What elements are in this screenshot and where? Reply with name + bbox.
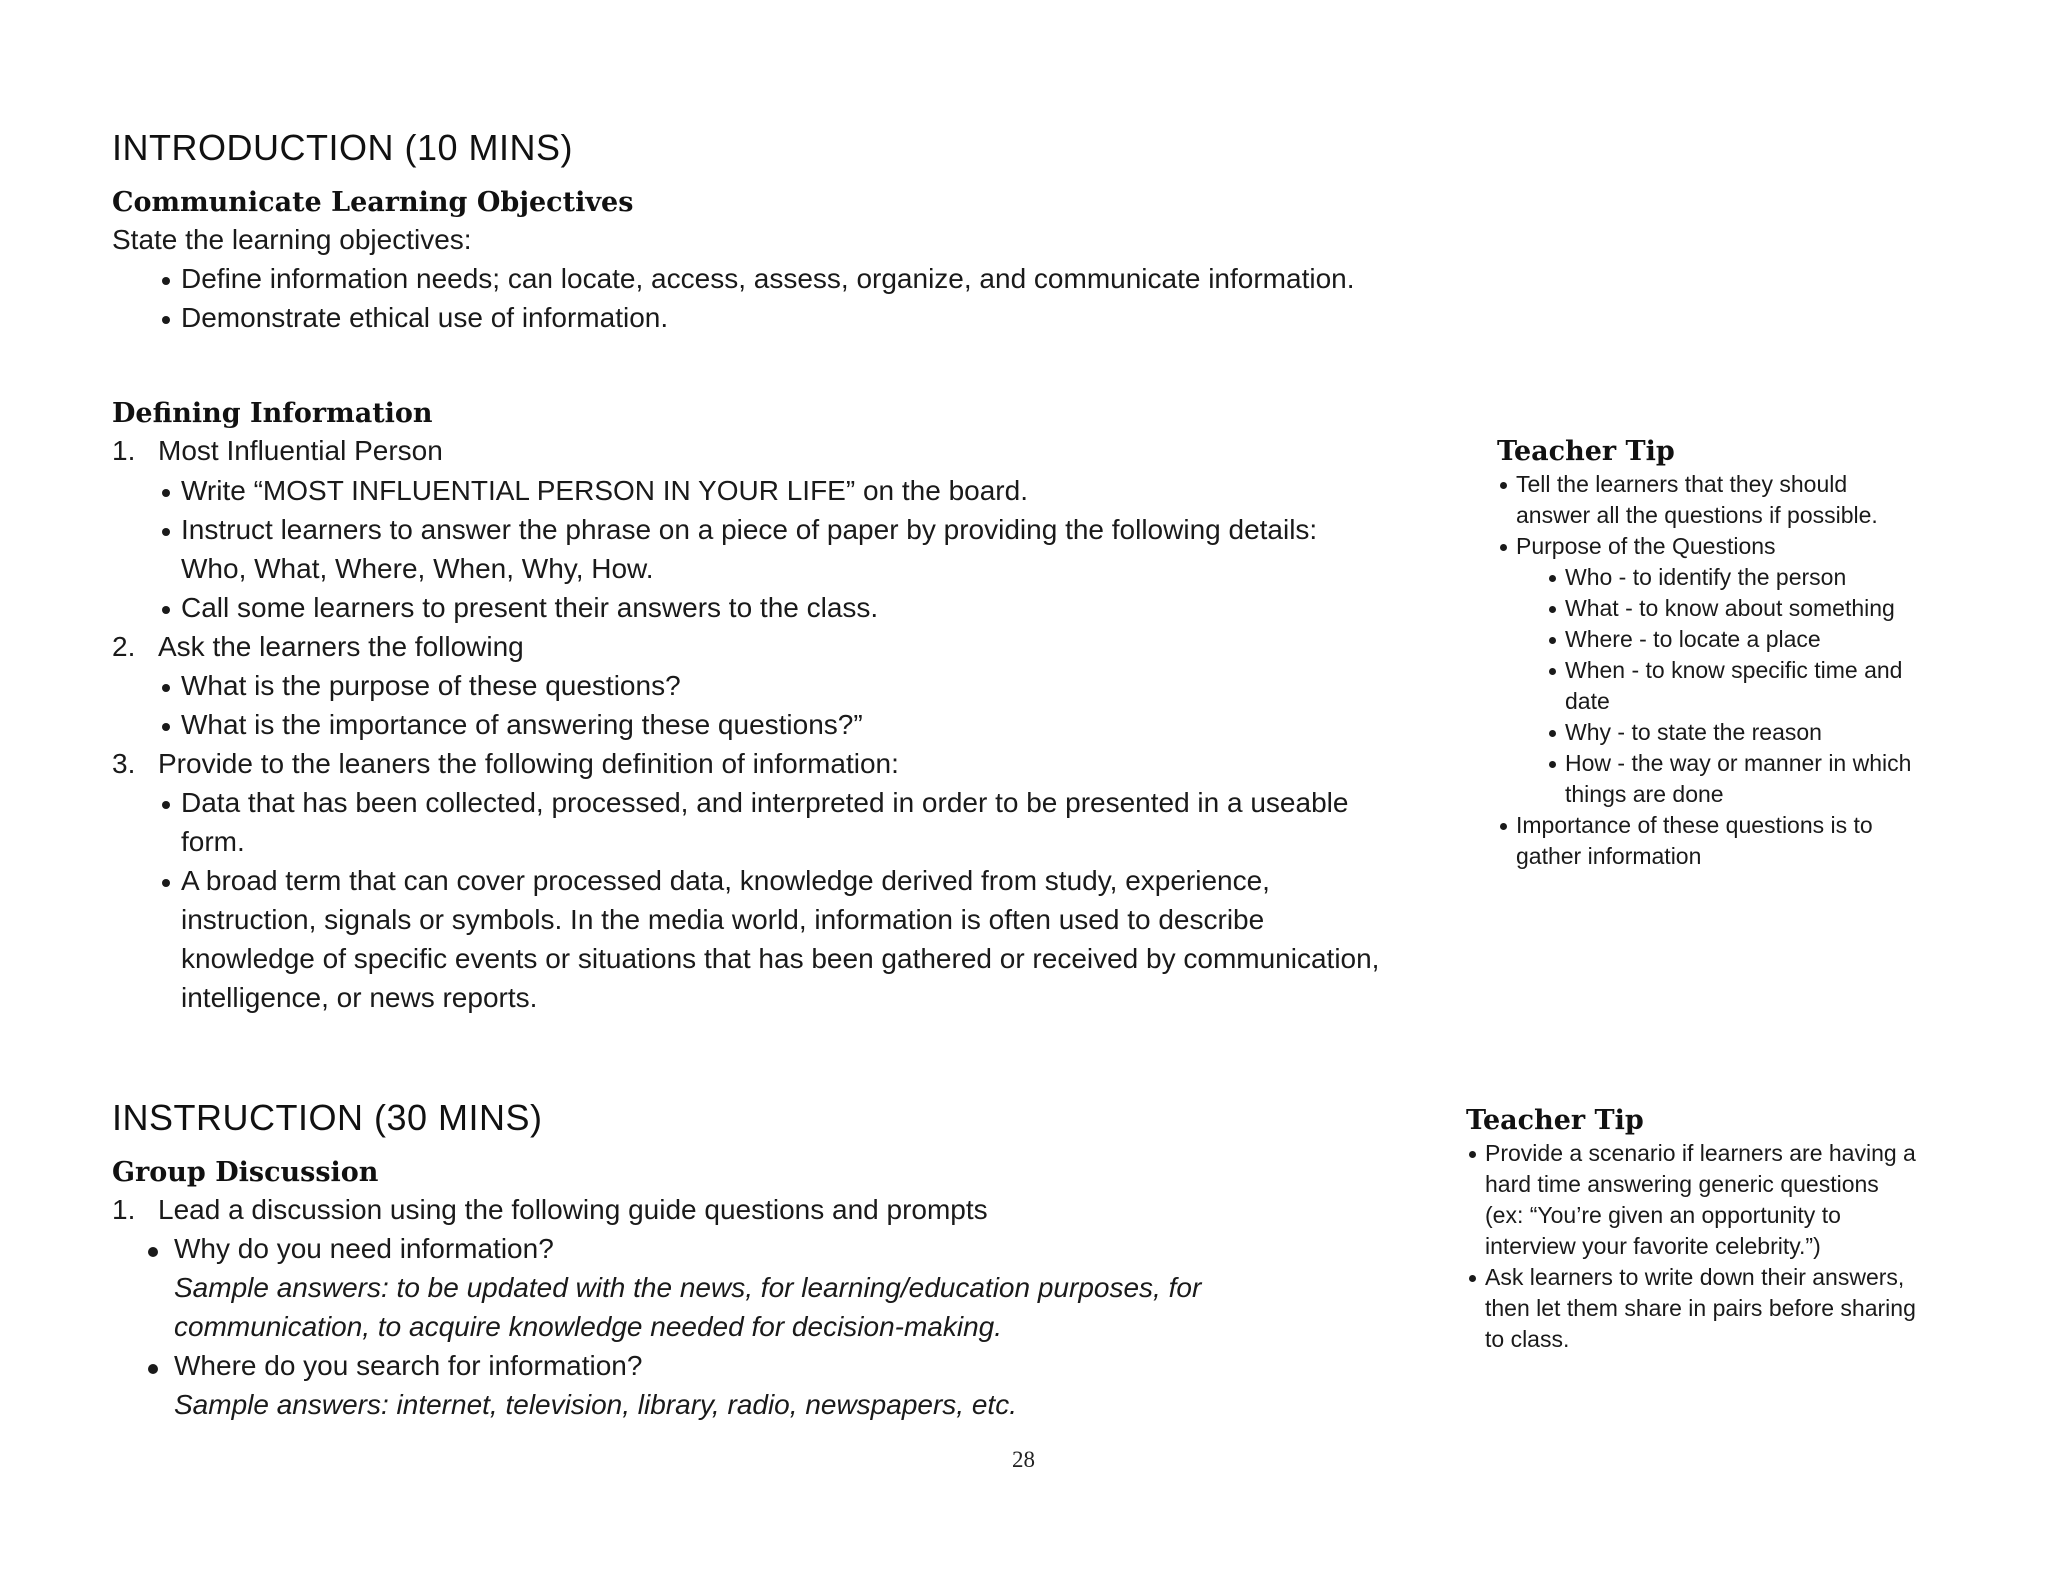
tip-bullet-cont: interview your favorite celebrity.”) <box>1485 1233 1821 1259</box>
bullet-icon <box>1469 1275 1476 1282</box>
tip-subbullet: Where - to locate a place <box>1565 626 1821 652</box>
step-bullet: What is the importance of answering these questions?” <box>181 709 863 740</box>
list-number: 1. <box>112 435 136 466</box>
bullet-icon <box>1500 823 1507 830</box>
bullet-icon <box>1549 761 1556 768</box>
bullet-icon <box>162 316 170 324</box>
tip-bullet-cont: gather information <box>1516 843 1702 869</box>
step-label: Provide to the leaners the following definition of information: <box>158 748 899 779</box>
step-bullet: What is the purpose of these questions? <box>181 670 681 701</box>
objectives-title: Communicate Learning Objectives <box>112 187 634 218</box>
step-bullet: A broad term that can cover processed data, knowledge derived from study, experience, <box>181 865 1270 896</box>
group-discussion-title: Group Discussion <box>112 1157 379 1188</box>
objective-item: Define information needs; can locate, access, assess, organize, and communicate information. <box>181 263 1355 294</box>
step-bullet: Instruct learners to answer the phrase on a piece of paper by providing the following details: <box>181 514 1318 545</box>
tip-subbullet: Why - to state the reason <box>1565 719 1822 745</box>
step-label: Lead a discussion using the following guide questions and prompts <box>158 1194 988 1225</box>
tip-bullet-cont: answer all the questions if possible. <box>1516 502 1878 528</box>
intro-heading: INTRODUCTION (10 MINS) <box>112 127 573 168</box>
bullet-icon <box>1469 1151 1476 1158</box>
step-bullet-cont: intelligence, or news reports. <box>181 982 538 1013</box>
step-bullet: Write “MOST INFLUENTIAL PERSON IN YOUR LIFE” on the board. <box>181 475 1028 506</box>
tip-subbullet-cont: things are done <box>1565 781 1724 807</box>
tip-bullet: Provide a scenario if learners are having a <box>1485 1140 1916 1166</box>
tip-bullet-cont: then let them share in pairs before sharing <box>1485 1295 1916 1321</box>
guide-question: Why do you need information? <box>174 1233 554 1264</box>
tip-bullet: Importance of these questions is to <box>1516 812 1873 838</box>
list-number: 2. <box>112 631 136 662</box>
tip-bullet-cont: (ex: “You’re given an opportunity to <box>1485 1202 1841 1228</box>
step-bullet-cont: instruction, signals or symbols. In the media world, information is often used to describe <box>181 904 1265 935</box>
step-bullet-cont: Who, What, Where, When, Why, How. <box>181 553 654 584</box>
tip-subbullet: When - to know specific time and <box>1565 657 1903 683</box>
teacher-tip-title: Teacher Tip <box>1497 436 1675 467</box>
guide-question: Where do you search for information? <box>174 1350 643 1381</box>
tip-subbullet: What - to know about something <box>1565 595 1895 621</box>
bullet-icon <box>162 489 170 497</box>
bullet-icon <box>1549 730 1556 737</box>
tip-bullet: Tell the learners that they should <box>1516 471 1848 497</box>
sample-answer-cont: communication, to acquire knowledge needed for decision-making. <box>174 1311 1003 1342</box>
bullet-icon <box>148 1247 158 1257</box>
bullet-icon <box>1549 606 1556 613</box>
teacher-tip-title: Teacher Tip <box>1466 1105 1644 1136</box>
bullet-icon <box>1500 544 1507 551</box>
bullet-icon <box>162 684 170 692</box>
step-bullet: Data that has been collected, processed, and interpreted in order to be presented in a useable <box>181 787 1349 818</box>
bullet-icon <box>1549 668 1556 675</box>
bullet-icon <box>148 1364 158 1374</box>
step-label: Most Influential Person <box>158 435 443 466</box>
sample-answer: Sample answers: to be updated with the news, for learning/education purposes, for <box>174 1272 1202 1303</box>
bullet-icon <box>1549 575 1556 582</box>
bullet-icon <box>162 606 170 614</box>
step-label: Ask the learners the following <box>158 631 524 662</box>
tip-bullet: Ask learners to write down their answers, <box>1485 1264 1905 1290</box>
defining-title: Defining Information <box>112 398 433 429</box>
tip-bullet-cont: hard time answering generic questions <box>1485 1171 1879 1197</box>
objective-item: Demonstrate ethical use of information. <box>181 302 669 333</box>
tip-subbullet: How - the way or manner in which <box>1565 750 1912 776</box>
tip-subbullet-cont: date <box>1565 688 1610 714</box>
bullet-icon <box>162 723 170 731</box>
step-bullet: Call some learners to present their answers to the class. <box>181 592 879 623</box>
list-number: 1. <box>112 1194 136 1225</box>
objectives-lead: State the learning objectives: <box>112 224 472 255</box>
instruction-heading: INSTRUCTION (30 MINS) <box>112 1097 543 1138</box>
list-number: 3. <box>112 748 136 779</box>
bullet-icon <box>162 879 170 887</box>
step-bullet-cont: form. <box>181 826 245 857</box>
sample-answer: Sample answers: internet, television, library, radio, newspapers, etc. <box>174 1389 1017 1420</box>
bullet-icon <box>162 528 170 536</box>
tip-bullet: Purpose of the Questions <box>1516 533 1776 559</box>
page-number: 28 <box>1012 1447 1035 1472</box>
step-bullet-cont: knowledge of specific events or situations that has been gathered or received by communication, <box>181 943 1380 974</box>
bullet-icon <box>162 801 170 809</box>
tip-subbullet: Who - to identify the person <box>1565 564 1847 590</box>
bullet-icon <box>1549 637 1556 644</box>
tip-bullet-cont: to class. <box>1485 1326 1570 1352</box>
bullet-icon <box>1500 482 1507 489</box>
bullet-icon <box>162 277 170 285</box>
